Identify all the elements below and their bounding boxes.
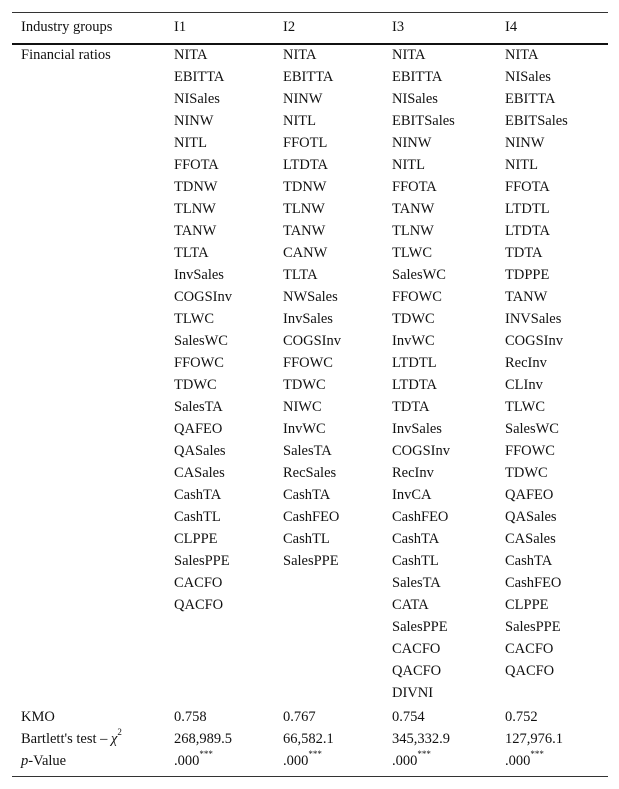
pvalue-label — [21, 750, 66, 772]
ratio-item: TDNW — [283, 179, 327, 195]
ratio-item: LTDTA — [392, 377, 438, 393]
ratio-item: CashTA — [174, 487, 222, 503]
significance-mark: *** — [417, 749, 431, 760]
pvalue-i3 — [392, 750, 431, 772]
ratio-item: TANW — [392, 201, 435, 217]
ratio-item: CACFO — [174, 575, 223, 591]
header-group-i3: I3 — [392, 19, 405, 35]
ratio-item: FFOTL — [283, 135, 328, 151]
ratio-item: TDWC — [505, 465, 548, 481]
ratio-item: CashTL — [392, 553, 439, 569]
ratio-item: NITA — [392, 47, 426, 63]
ratio-item: TLTA — [174, 245, 209, 261]
kmo-value-i2: 0.767 — [283, 709, 316, 725]
ratio-item: TDTA — [392, 399, 430, 415]
significance-mark: *** — [308, 749, 322, 760]
ratio-item: EBITTA — [283, 69, 334, 85]
ratio-item: InvWC — [283, 421, 326, 437]
ratios-list-i1 — [174, 44, 232, 616]
kmo-label: KMO — [21, 709, 55, 725]
ratio-item: FFOWC — [283, 355, 333, 371]
ratio-item: TANW — [283, 223, 326, 239]
ratio-item: CASales — [505, 531, 556, 547]
ratio-item: QACFO — [505, 663, 555, 679]
ratio-item: FFOTA — [174, 157, 219, 173]
ratios-list-i4 — [505, 44, 568, 682]
ratio-item: CATA — [392, 597, 429, 613]
ratio-item: NINW — [283, 91, 323, 107]
ratio-item: NITL — [283, 113, 317, 129]
pvalue-i4 — [505, 750, 544, 772]
ratio-item: COGSInv — [174, 289, 233, 305]
kmo-value-i1: 0.758 — [174, 709, 207, 725]
pvalue-number: .000 — [392, 753, 418, 769]
ratio-item: LTDTL — [505, 201, 550, 217]
ratio-item: SalesWC — [392, 267, 446, 283]
ratio-item: EBITTA — [505, 91, 556, 107]
chi-symbol: χ — [111, 731, 118, 747]
ratio-item: TDNW — [174, 179, 218, 195]
ratio-item: NISales — [505, 69, 551, 85]
significance-mark: *** — [199, 749, 213, 760]
header-group-i2: I2 — [283, 19, 296, 35]
ratio-item: FFOWC — [505, 443, 555, 459]
ratio-item: COGSInv — [283, 333, 342, 349]
ratio-item: SalesTA — [392, 575, 441, 591]
pvalue-number: .000 — [283, 753, 309, 769]
ratio-item: NIWC — [283, 399, 322, 415]
bartlett-value-i3: 345,332.9 — [392, 731, 450, 747]
ratio-item: NINW — [174, 113, 214, 129]
ratio-item: CASales — [174, 465, 225, 481]
bartlett-label — [21, 728, 122, 750]
ratio-item: SalesWC — [174, 333, 228, 349]
ratio-item: CashFEO — [392, 509, 449, 525]
ratio-item: TDWC — [283, 377, 326, 393]
ratio-item: TLTA — [283, 267, 318, 283]
ratio-item: FFOTA — [392, 179, 437, 195]
ratio-item: TDPPE — [505, 267, 550, 283]
ratio-item: NINW — [505, 135, 545, 151]
ratio-item: InvSales — [174, 267, 224, 283]
ratio-item: QASales — [174, 443, 226, 459]
ratio-item: SalesWC — [505, 421, 559, 437]
pvalue-number: .000 — [505, 753, 531, 769]
ratio-item: EBITTA — [392, 69, 443, 85]
bartlett-value-i1: 268,989.5 — [174, 731, 232, 747]
kmo-value-i4: 0.752 — [505, 709, 538, 725]
ratio-item: NINW — [392, 135, 432, 151]
header-industry-groups: Industry groups — [21, 19, 113, 35]
ratio-item: SalesTA — [174, 399, 223, 415]
ratio-item: CashTL — [174, 509, 221, 525]
ratio-item: TLWC — [505, 399, 545, 415]
ratio-item: SalesPPE — [283, 553, 339, 569]
ratio-item: InvSales — [392, 421, 442, 437]
ratio-item: FFOTA — [505, 179, 550, 195]
header-group-i4: I4 — [505, 19, 518, 35]
pvalue-i2 — [283, 750, 322, 772]
ratio-item: TLNW — [283, 201, 325, 217]
ratio-item: QASales — [505, 509, 557, 525]
ratio-item: CashTL — [283, 531, 330, 547]
ratio-item: NISales — [392, 91, 438, 107]
ratio-item: CashTA — [505, 553, 553, 569]
ratio-item: EBITSales — [505, 113, 568, 129]
ratio-item: FFOWC — [392, 289, 442, 305]
chi-exponent: 2 — [117, 727, 122, 738]
ratio-item: LTDTA — [283, 157, 329, 173]
ratios-list-i3 — [392, 44, 455, 704]
ratio-item: TLNW — [174, 201, 216, 217]
ratio-item: SalesTA — [283, 443, 332, 459]
ratio-item: TLNW — [392, 223, 434, 239]
ratio-item: CashTA — [283, 487, 331, 503]
significance-mark: *** — [530, 749, 544, 760]
ratio-item: NWSales — [283, 289, 338, 305]
ratio-item: NITA — [505, 47, 539, 63]
ratio-item: NITA — [283, 47, 317, 63]
ratio-item: EBITSales — [392, 113, 455, 129]
ratio-item: CANW — [283, 245, 328, 261]
ratio-item: NITL — [174, 135, 208, 151]
ratio-item: SalesPPE — [174, 553, 230, 569]
ratio-item: SalesPPE — [505, 619, 561, 635]
ratio-item: CLPPE — [505, 597, 549, 613]
ratio-item: LTDTL — [392, 355, 437, 371]
ratio-item: SalesPPE — [392, 619, 448, 635]
ratio-item: NITA — [174, 47, 208, 63]
pvalue-number: .000 — [174, 753, 200, 769]
ratio-item: TDWC — [174, 377, 217, 393]
table-bottom-rule — [12, 776, 608, 777]
ratio-item: CashFEO — [505, 575, 562, 591]
ratio-item: FFOWC — [174, 355, 224, 371]
ratio-item: InvWC — [392, 333, 435, 349]
ratio-item: QACFO — [174, 597, 224, 613]
ratio-item: TLWC — [174, 311, 214, 327]
header-group-i1: I1 — [174, 19, 187, 35]
ratio-item: TDWC — [392, 311, 435, 327]
ratio-item: NITL — [392, 157, 426, 173]
ratio-item: COGSInv — [505, 333, 564, 349]
pvalue-label-p: p — [21, 753, 29, 769]
ratio-item: QAFEO — [505, 487, 554, 503]
ratio-item: QAFEO — [174, 421, 223, 437]
financial-ratios-label: Financial ratios — [21, 47, 111, 63]
ratio-item: NITL — [505, 157, 539, 173]
ratio-item: RecInv — [392, 465, 434, 481]
ratio-item: CACFO — [505, 641, 554, 657]
ratios-list-i2 — [283, 44, 341, 572]
ratio-item: QACFO — [392, 663, 442, 679]
ratio-item: TLWC — [392, 245, 432, 261]
ratio-item: INVSales — [505, 311, 562, 327]
ratio-item: TANW — [174, 223, 217, 239]
ratio-item: TDTA — [505, 245, 543, 261]
ratio-item: InvCA — [392, 487, 432, 503]
pvalue-label-rest: -Value — [28, 753, 67, 769]
pvalue-i1 — [174, 750, 213, 772]
ratio-item: InvSales — [283, 311, 333, 327]
ratio-item: RecSales — [283, 465, 337, 481]
ratio-item: CashTA — [392, 531, 440, 547]
ratio-item: EBITTA — [174, 69, 225, 85]
table-top-rule — [12, 12, 608, 13]
ratio-item: DIVNI — [392, 685, 434, 701]
ratio-item: NISales — [174, 91, 220, 107]
ratio-item: CashFEO — [283, 509, 340, 525]
ratio-item: CLPPE — [174, 531, 218, 547]
ratio-item: CLInv — [505, 377, 543, 393]
ratio-item: TANW — [505, 289, 548, 305]
ratio-item: RecInv — [505, 355, 547, 371]
ratio-item: LTDTA — [505, 223, 551, 239]
ratio-item: CACFO — [392, 641, 441, 657]
ratio-item: COGSInv — [392, 443, 451, 459]
bartlett-value-i4: 127,976.1 — [505, 731, 563, 747]
bartlett-label-prefix: Bartlett's test – — [21, 731, 112, 747]
bartlett-value-i2: 66,582.1 — [283, 731, 334, 747]
kmo-value-i3: 0.754 — [392, 709, 425, 725]
